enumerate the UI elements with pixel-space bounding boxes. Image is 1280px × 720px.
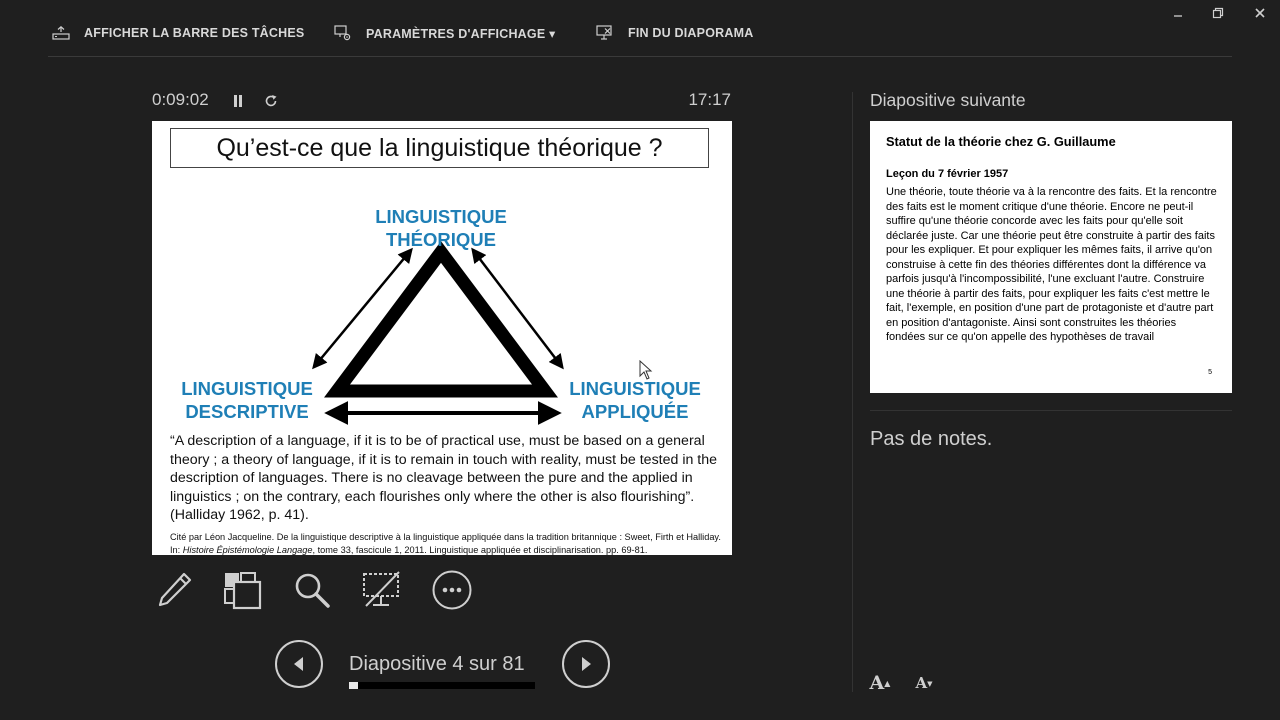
elapsed-timer: 0:09:02 <box>152 90 209 109</box>
increase-font-icon: ▲ <box>884 678 891 688</box>
pause-icon <box>232 94 244 108</box>
next-slide-page-number: 5 <box>1208 369 1212 376</box>
decrease-font-label: A <box>915 674 928 692</box>
label-descriptive: LINGUISTIQUE DESCRIPTIVE <box>181 378 313 422</box>
slide-title: Qu’est-ce que la linguistique théorique ? <box>170 128 709 168</box>
next-slide-button[interactable] <box>562 640 610 688</box>
mouse-pointer-icon <box>639 360 653 380</box>
restart-timer-button[interactable] <box>260 90 282 112</box>
halliday-quote: “A description of a language, if it is to be of practical use, must be based on a general theory ; a theory of language, if it is to remain in touch with reality, must be tested in the description of languages. There is no cleavage between the pure and the applied in linguistics ; on the contrary, each flourishes only where the other is also flourishing”. (Halliday 1962, p. 41). <box>170 433 718 524</box>
panel-divider <box>852 92 853 692</box>
citation-text: Cité par Léon Jacqueline. De la linguistique descriptive à la linguistique appliquée dans la tradition britannique : Sweet, Firth et Halliday. In: <box>170 532 721 555</box>
see-all-slides-button[interactable] <box>220 568 264 612</box>
end-slideshow-label: FIN DU DIAPORAMA <box>628 26 754 40</box>
minimize-icon <box>1172 7 1184 19</box>
toolbar-divider <box>48 56 1232 57</box>
display-settings-icon <box>334 25 352 41</box>
current-time: 17:17 <box>688 90 731 109</box>
restore-icon <box>1212 7 1224 19</box>
display-settings-label: PARAMÈTRES D'AFFICHAGE ▾ <box>366 26 556 41</box>
close-button[interactable] <box>1245 4 1275 22</box>
end-slideshow-icon <box>596 25 614 41</box>
minimize-button[interactable] <box>1163 4 1193 22</box>
next-slide-body: Une théorie, toute théorie va à la rencontre des faits. Et la rencontre des faits est le moment critique d'une théorie. Encore ne peut-il suffire qu'une théorie concorde avec les faits pour qu'elle soit déclarée juste. Car une théorie peut être construite à partir des faits pour les expliquer. Et pour expliquer les mêmes faits, il arrive qu'on construise à cette fin des théories différentes dont la différence va parfois jusqu'à l'incompossibilité, l'une excluant l'autre. Construire une théorie à partir des faits, pour expliquer les faits c'est mettre le fait, l'exemple, en position d'une part de protagoniste et d'autre part en position d'antagoniste. Ainsi sont construites les théories fondées sur ce qu'on appelle des hypothèses de travail <box>886 186 1217 343</box>
pen-icon <box>154 570 194 610</box>
taskbar-icon <box>52 26 70 40</box>
more-options-button[interactable] <box>430 568 474 612</box>
close-icon <box>1254 7 1266 19</box>
increase-font-label: A <box>869 672 885 694</box>
more-icon <box>431 569 473 611</box>
display-settings-button[interactable] <box>334 20 556 46</box>
magnifier-icon <box>292 570 332 610</box>
pause-timer-button[interactable] <box>227 90 249 112</box>
progress-fill <box>349 682 358 689</box>
zoom-button[interactable] <box>290 568 334 612</box>
slides-grid-icon <box>222 570 262 610</box>
label-appliquee: LINGUISTIQUE APPLIQUÉE <box>569 378 701 422</box>
previous-icon <box>292 656 306 672</box>
decrease-font-button[interactable] <box>912 672 936 694</box>
screen-off-icon <box>361 570 403 610</box>
citation-journal: Histoire Épistémologie Langage <box>182 544 313 555</box>
decrease-font-icon: ▼ <box>927 678 933 688</box>
citation <box>170 531 726 555</box>
speaker-notes: Pas de notes. <box>870 428 993 450</box>
current-slide[interactable] <box>152 121 732 555</box>
slide-progress-bar[interactable] <box>349 682 535 689</box>
show-taskbar-button[interactable] <box>52 20 304 46</box>
slide-counter: Diapositive 4 sur 81 <box>349 653 525 675</box>
citation-details: , tome 33, fascicule 1, 2011. Linguistique appliquée et disciplinarisation. pp. 69-81. <box>312 544 648 555</box>
increase-font-button[interactable] <box>868 672 892 694</box>
previous-slide-button[interactable] <box>275 640 323 688</box>
show-taskbar-label: AFFICHER LA BARRE DES TÂCHES <box>84 26 305 40</box>
pen-tool-button[interactable] <box>152 568 196 612</box>
next-icon <box>579 656 593 672</box>
next-slide-title: Statut de la théorie chez G. Guillaume <box>886 134 1116 149</box>
triangle-shape <box>337 252 545 391</box>
next-slide-preview[interactable] <box>870 121 1232 393</box>
restart-icon <box>264 94 278 108</box>
restore-button[interactable] <box>1203 4 1233 22</box>
notes-divider <box>870 410 1232 411</box>
black-screen-button[interactable] <box>360 568 404 612</box>
label-theorique: LINGUISTIQUE THÉORIQUE <box>375 206 507 250</box>
end-slideshow-button[interactable] <box>596 20 753 46</box>
next-slide-subtitle: Leçon du 7 février 1957 <box>886 168 1009 180</box>
next-slide-heading: Diapositive suivante <box>870 90 1026 110</box>
